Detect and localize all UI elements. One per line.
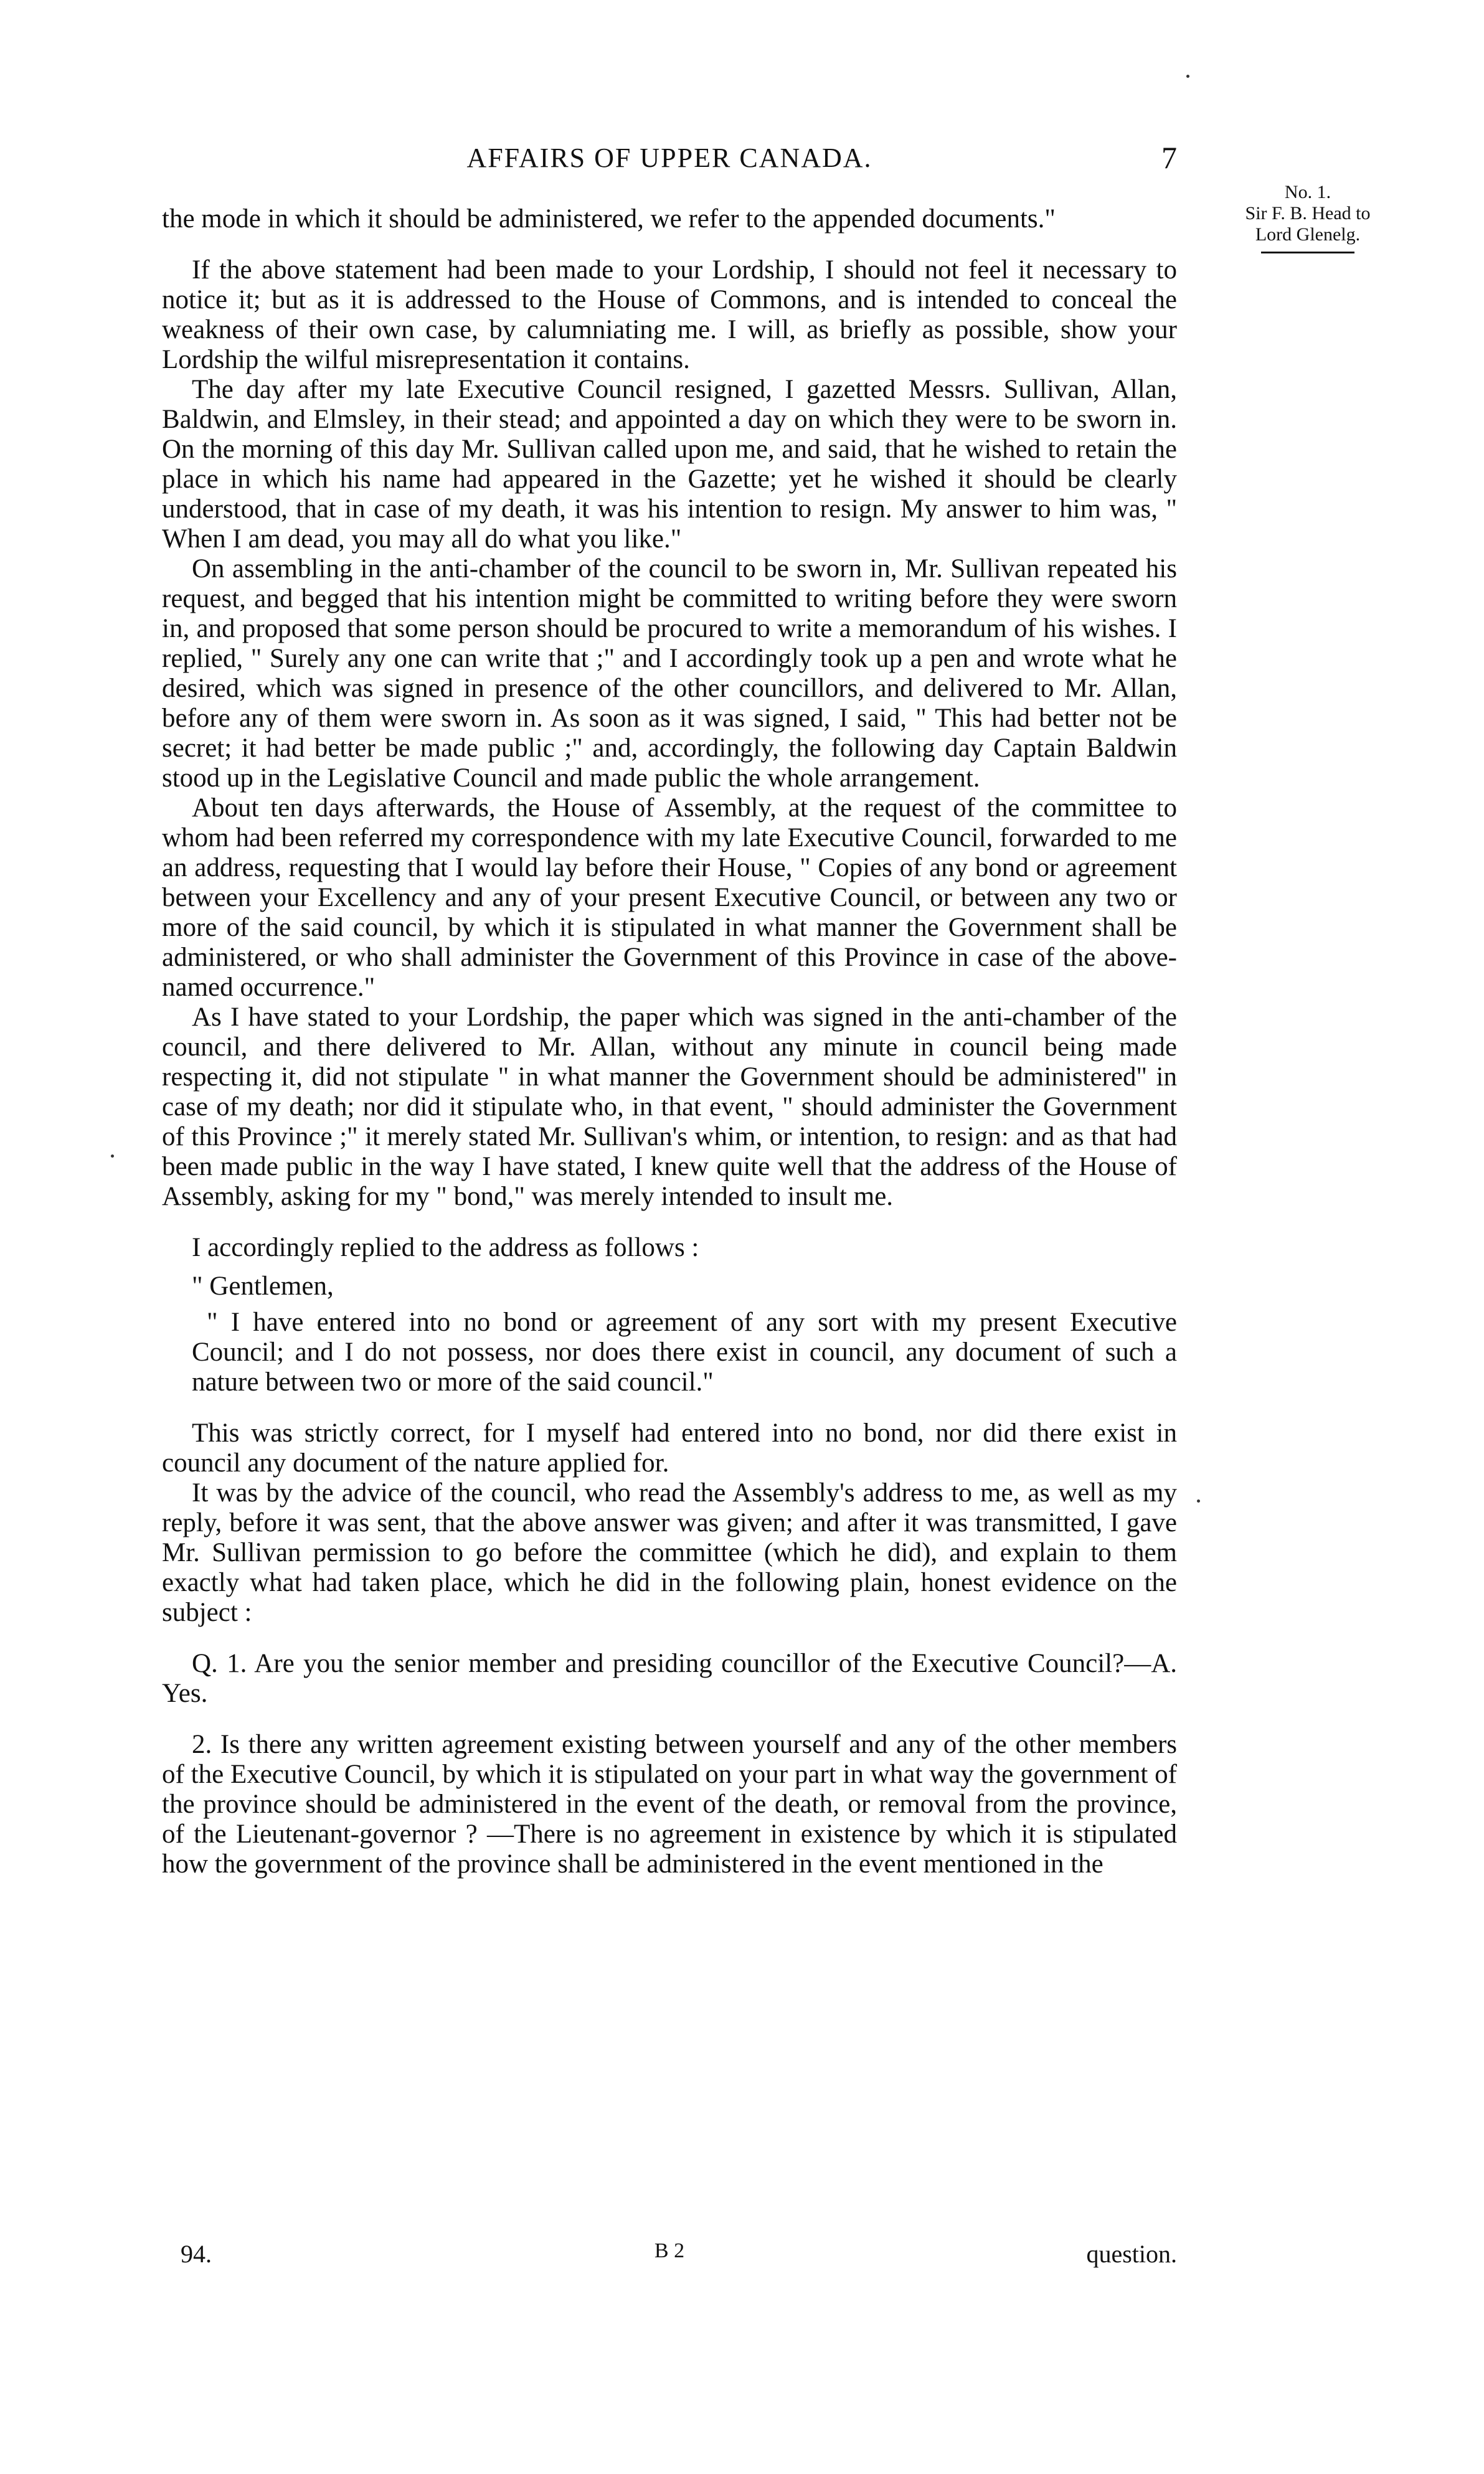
paragraph: As I have stated to your Lordship, the paper which was signed in the anti-chamber of the council, and there delivered to Mr. Allan, without any minute in council being made respecting it, did not stipulate " in what manner the Government should be administered" in case of my death; nor did it stipulate who, in that event, " should administer the Government of this Province ;" it merely stated Mr. Sullivan's whim, or intention, to resign: and as that had been made public in the way I have stated, I knew quite well that the address of the House of Assembly, asking for my " bond," was merely intended to insult me. (162, 1003, 1177, 1211)
paragraph: This was strictly correct, for I myself had entered into no bond, nor did there exist in council any document of the nature applied for. (162, 1419, 1177, 1478)
question-1: Q. 1. Are you the senior member and presiding councillor of the Executive Council?—A. Yes. (162, 1649, 1177, 1708)
paragraph: I accordingly replied to the address as follows : (192, 1233, 699, 1262)
paragraph: The day after my late Executive Council resigned, I gazetted Messrs. Sullivan, Allan, Baldwin, and Elmsley, in their stead; and appointed a day on which they were to be sworn in. On the morning of this day Mr. Sullivan called upon me, and said, that he wished to retain the place in which his name had appeared in the Gazette; yet he wished it should be clearly understood, that in case of my death, it was his intention to resign. My answer to him was, " When I am dead, you may all do what you like." (162, 375, 1177, 554)
signature-mark: B 2 (654, 2239, 685, 2262)
catchword: question. (1086, 2240, 1177, 2268)
margin-note-line2: Lord Glenelg. (1255, 224, 1361, 245)
print-speck (111, 1154, 114, 1158)
print-speck (1186, 75, 1189, 78)
page-number: 7 (1161, 140, 1177, 175)
print-speck (1197, 1499, 1200, 1503)
paragraph: About ten days afterwards, the House of Assembly, at the request of the committee to whom had been referred my correspondence with my late Executive Council, forwarded to me an address, requesting that I would lay before their House, " Copies of any bond or agreement between your Excellency and any of your present Executive Council, or between any two or more of the said council, by which it is stipulated in what manner the Government shall be administered, or who shall administer the Government of this Province in case of the above-named occurrence." (162, 793, 1177, 1002)
margin-note (1205, 182, 1411, 253)
margin-note-rule (1261, 252, 1354, 253)
body-text (162, 204, 1177, 1879)
margin-note-number: No. 1. (1284, 182, 1331, 202)
paragraph: It was by the advice of the council, who read the Assembly's address to me, as well as my reply, before it was sent, that the above answer was given; and after it was transmitted, I gave Mr. Sullivan permission to go before the committee (which he did), and explain to them exactly what had taken place, which he did in the following plain, honest evidence on the subject : (162, 1478, 1177, 1627)
margin-note-line1: Sir F. B. Head to (1245, 203, 1371, 224)
running-title: AFFAIRS OF UPPER CANADA. (466, 143, 872, 173)
question-2: 2. Is there any written agreement existing between yourself and any of the other members of the Executive Council, by which it is stipulated on your part in what way the government of the province should be administered in the event of the death, or removal from the province, of the Lieutenant-governor ? —There is no agreement in existence by which it is stipulated how the government of the province shall be administered in the event mentioned in the (162, 1730, 1177, 1879)
page-footer (162, 2239, 1177, 2274)
paragraph-continuation: the mode in which it should be administered, we refer to the appended documents." (162, 204, 1056, 234)
sheet-number: 94. (181, 2240, 212, 2268)
paragraph: If the above statement had been made to your Lordship, I should not feel it necessary to notice it; but as it is addressed to the House of Commons, and is intended to conceal the weakness of their own case, by calumniating me. I will, as briefly as possible, show your Lordship the wilful misrepresentation it contains. (162, 255, 1177, 374)
paragraph: On assembling in the anti-chamber of the council to be sworn in, Mr. Sullivan repeated his request, and begged that his intention might be committed to writing before they were sworn in, and proposed that some person should be procured to write a memorandum of his wishes. I replied, " Surely any one can write that ;" and I accordingly took up a pen and wrote what he desired, which was signed in presence of the other councillors, and delivered to Mr. Allan, before any of them were sworn in. As soon as it was signed, I said, " This had better not be secret; it had better be made public ;" and, accordingly, the following day Captain Baldwin stood up in the Legislative Council and made public the whole arrangement. (162, 554, 1177, 793)
quote-reply: " I have entered into no bond or agreement of any sort with my present Executive Council; and I do not possess, nor does there exist in council, any document of such a nature between two or more of the said council." (192, 1308, 1177, 1397)
quote-salutation: " Gentlemen, (192, 1272, 334, 1301)
page-header (162, 142, 1177, 186)
